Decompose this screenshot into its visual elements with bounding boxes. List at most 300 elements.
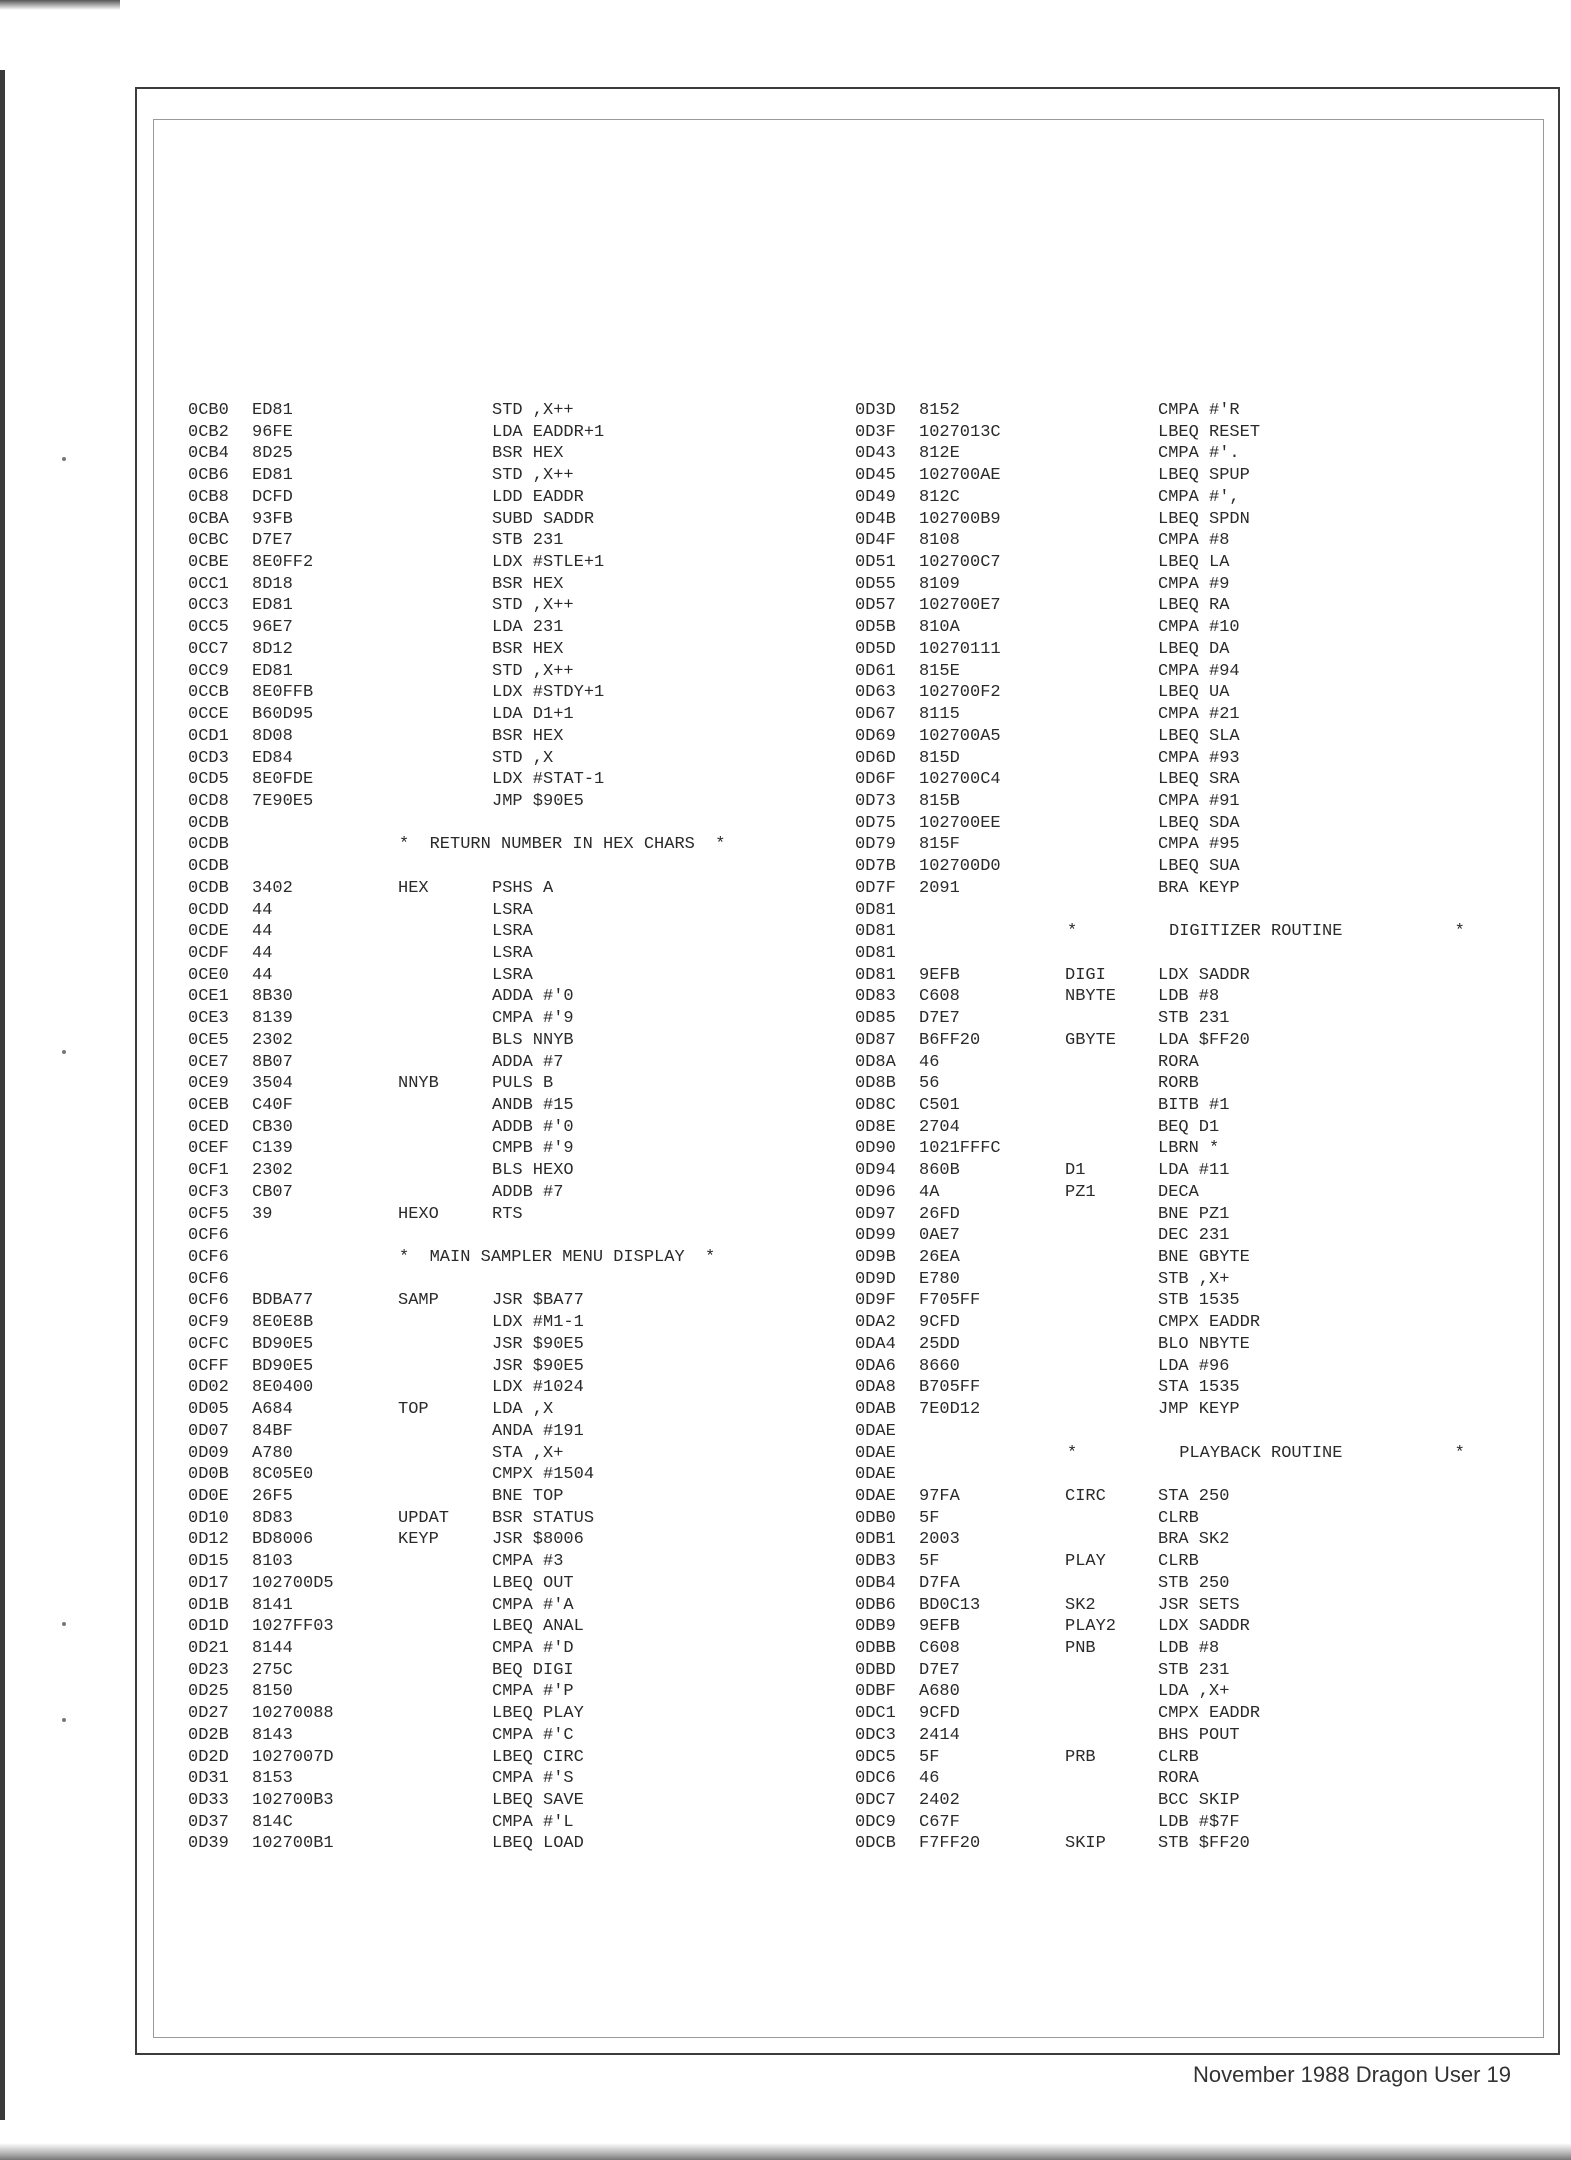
listing-instruction: LBEQ PLAY	[492, 1704, 584, 1724]
listing-machine-code: 102700F2	[919, 683, 1001, 703]
listing-machine-code: A780	[252, 1443, 293, 1463]
listing-machine-code: 102700C4	[919, 770, 1001, 790]
listing-machine-code: ED81	[252, 466, 293, 486]
listing-address: 0D57	[855, 596, 896, 616]
listing-instruction: LSRA	[492, 943, 533, 963]
listing-machine-code: C139	[252, 1139, 293, 1159]
listing-instruction: CMPA #'9	[492, 1009, 574, 1029]
listing-address: 0D4F	[855, 531, 896, 551]
listing-address: 0D6F	[855, 770, 896, 790]
listing-instruction: LBEQ OUT	[492, 1573, 574, 1593]
listing-instruction: ADDA #7	[492, 1052, 564, 1072]
listing-instruction: RTS	[492, 1204, 523, 1224]
listing-address: 0CF6	[188, 1226, 229, 1246]
listing-machine-code: 8C05E0	[252, 1465, 314, 1485]
listing-instruction: LBEQ RA	[1158, 596, 1230, 616]
listing-machine-code: 102700B1	[252, 1834, 334, 1854]
listing-instruction: CMPA #'A	[492, 1595, 574, 1615]
listing-machine-code: 8103	[252, 1552, 293, 1572]
listing-comment: * PLAYBACK ROUTINE *	[1067, 1443, 1465, 1463]
listing-instruction: LDA $FF20	[1158, 1030, 1250, 1050]
listing-instruction: LDA D1+1	[492, 705, 574, 725]
listing-instruction: CMPA #'D	[492, 1638, 574, 1658]
listing-address: 0D45	[855, 466, 896, 486]
listing-instruction: STB 250	[1158, 1573, 1230, 1593]
listing-machine-code: 2302	[252, 1030, 293, 1050]
listing-address: 0CC3	[188, 596, 229, 616]
listing-machine-code: 815E	[919, 661, 960, 681]
listing-machine-code: C608	[919, 1638, 960, 1658]
listing-machine-code: 1027007D	[252, 1747, 334, 1767]
listing-label: PNB	[1065, 1638, 1096, 1658]
listing-machine-code: 8660	[919, 1356, 960, 1376]
listing-machine-code: BD8006	[252, 1530, 314, 1550]
listing-address: 0D63	[855, 683, 896, 703]
listing-address: 0D81	[855, 943, 896, 963]
listing-machine-code: 102700E7	[919, 596, 1001, 616]
listing-address: 0CCE	[188, 705, 229, 725]
listing-instruction: JSR $8006	[492, 1530, 584, 1550]
listing-machine-code: 3504	[252, 1074, 293, 1094]
listing-machine-code: 1027013C	[919, 422, 1001, 442]
listing-machine-code: 2003	[919, 1530, 960, 1550]
listing-machine-code: BD90E5	[252, 1334, 314, 1354]
listing-instruction: SUBD SADDR	[492, 509, 595, 529]
listing-label: PZ1	[1065, 1182, 1096, 1202]
listing-address: 0CD3	[188, 748, 229, 768]
listing-address: 0D81	[855, 900, 896, 920]
listing-machine-code: 815D	[919, 748, 960, 768]
listing-address: 0D9B	[855, 1248, 896, 1268]
listing-instruction: BSR STATUS	[492, 1508, 595, 1528]
listing-machine-code: 8E0E8B	[252, 1313, 314, 1333]
listing-address: 0D1B	[188, 1595, 229, 1615]
listing-instruction: STB ,X+	[1158, 1269, 1230, 1289]
listing-instruction: STD ,X	[492, 748, 554, 768]
listing-label: NBYTE	[1065, 987, 1117, 1007]
listing-instruction: LBEQ SLA	[1158, 726, 1240, 746]
listing-instruction: LDA ,X	[492, 1400, 554, 1420]
listing-machine-code: DCFD	[252, 487, 293, 507]
listing-machine-code: 7E90E5	[252, 791, 314, 811]
listing-machine-code: 8153	[252, 1769, 293, 1789]
listing-address: 0DC7	[855, 1791, 896, 1810]
listing-address: 0D79	[855, 835, 896, 855]
listing-machine-code: 8143	[252, 1725, 293, 1745]
listing-instruction: STD ,X++	[492, 401, 574, 420]
listing-comment: * MAIN SAMPLER MENU DISPLAY *	[399, 1248, 716, 1268]
listing-address: 0CE7	[188, 1052, 229, 1072]
listing-instruction: STD ,X++	[492, 661, 574, 681]
listing-machine-code: ED81	[252, 596, 293, 616]
listing-machine-code: 10270111	[919, 639, 1001, 659]
listing-instruction: LSRA	[492, 965, 533, 985]
listing-address: 0CF6	[188, 1291, 229, 1311]
listing-instruction: LBEQ SRA	[1158, 770, 1240, 790]
listing-instruction: ANDA #191	[492, 1421, 584, 1441]
listing-machine-code: C67F	[919, 1812, 960, 1832]
listing-machine-code: B6FF20	[919, 1030, 981, 1050]
listing-address: 0CB0	[188, 401, 229, 420]
listing-machine-code: 93FB	[252, 509, 293, 529]
listing-address: 0D37	[188, 1812, 229, 1832]
listing-address: 0D96	[855, 1182, 896, 1202]
scan-speck	[62, 1718, 66, 1722]
listing-machine-code: 8E0FDE	[252, 770, 314, 790]
listing-address: 0D02	[188, 1378, 229, 1398]
listing-instruction: CMPA #21	[1158, 705, 1240, 725]
listing-machine-code: 8139	[252, 1009, 293, 1029]
listing-label: GBYTE	[1065, 1030, 1117, 1050]
listing-machine-code: 102700A5	[919, 726, 1001, 746]
listing-address: 0DA2	[855, 1313, 896, 1333]
listing-address: 0CDB	[188, 813, 229, 833]
listing-address: 0D05	[188, 1400, 229, 1420]
listing-machine-code: 810A	[919, 618, 960, 638]
listing-frame-inner	[153, 119, 1544, 2038]
listing-address: 0DA8	[855, 1378, 896, 1398]
listing-instruction: JMP $90E5	[492, 791, 584, 811]
listing-address: 0CF3	[188, 1182, 229, 1202]
listing-instruction: STB 231	[1158, 1009, 1230, 1029]
listing-address: 0DCB	[855, 1834, 896, 1854]
listing-address: 0DBF	[855, 1682, 896, 1702]
listing-machine-code: 8D83	[252, 1508, 293, 1528]
listing-address: 0D8B	[855, 1074, 896, 1094]
listing-machine-code: 5F	[919, 1552, 940, 1572]
listing-machine-code: CB30	[252, 1117, 293, 1137]
listing-machine-code: D7E7	[252, 531, 293, 551]
listing-machine-code: 2704	[919, 1117, 960, 1137]
listing-instruction: STA ,X+	[492, 1443, 564, 1463]
listing-instruction: BRA SK2	[1158, 1530, 1230, 1550]
listing-address: 0D8A	[855, 1052, 896, 1072]
listing-address: 0D15	[188, 1552, 229, 1572]
listing-address: 0D2B	[188, 1725, 229, 1745]
listing-instruction: CMPX #1504	[492, 1465, 595, 1485]
listing-address: 0CB2	[188, 422, 229, 442]
listing-address: 0CF6	[188, 1269, 229, 1289]
listing-address: 0DBB	[855, 1638, 896, 1658]
listing-address: 0D1D	[188, 1617, 229, 1637]
listing-instruction: DEC 231	[1158, 1226, 1230, 1246]
listing-machine-code: 8B30	[252, 987, 293, 1007]
listing-instruction: CLRB	[1158, 1747, 1199, 1767]
listing-address: 0D99	[855, 1226, 896, 1246]
scan-speck	[62, 1622, 66, 1626]
listing-address: 0D25	[188, 1682, 229, 1702]
scan-shadow-top	[0, 0, 120, 10]
listing-instruction: CMPA #'C	[492, 1725, 574, 1745]
listing-machine-code: D7E7	[919, 1009, 960, 1029]
listing-address: 0D73	[855, 791, 896, 811]
listing-instruction: CMPA #91	[1158, 791, 1240, 811]
listing-address: 0CDB	[188, 857, 229, 877]
listing-address: 0D49	[855, 487, 896, 507]
listing-instruction: BLS HEXO	[492, 1161, 574, 1181]
listing-machine-code: B60D95	[252, 705, 314, 725]
listing-address: 0CD5	[188, 770, 229, 790]
listing-instruction: LDA ,X+	[1158, 1682, 1230, 1702]
listing-instruction: CMPA #9	[1158, 574, 1230, 594]
listing-machine-code: 8141	[252, 1595, 293, 1615]
listing-instruction: CMPA #'R	[1158, 401, 1240, 420]
listing-address: 0D5B	[855, 618, 896, 638]
listing-instruction: STB 231	[492, 531, 564, 551]
listing-label: KEYP	[398, 1530, 439, 1550]
listing-machine-code: 1027FF03	[252, 1617, 334, 1637]
listing-address: 0CCB	[188, 683, 229, 703]
listing-address: 0CDE	[188, 922, 229, 942]
listing-instruction: CMPX EADDR	[1158, 1313, 1261, 1333]
listing-address: 0CDD	[188, 900, 229, 920]
listing-instruction: LBEQ SDA	[1158, 813, 1240, 833]
listing-address: 0CEB	[188, 1096, 229, 1115]
listing-machine-code: 8B07	[252, 1052, 293, 1072]
listing-instruction: LDX #M1-1	[492, 1313, 584, 1333]
listing-instruction: LBEQ SUA	[1158, 857, 1240, 877]
listing-instruction: LDX #STDY+1	[492, 683, 605, 703]
listing-address: 0DB6	[855, 1595, 896, 1615]
listing-address: 0D23	[188, 1660, 229, 1680]
listing-address: 0DC3	[855, 1725, 896, 1745]
listing-instruction: STA 1535	[1158, 1378, 1240, 1398]
listing-instruction: LBRN *	[1158, 1139, 1220, 1159]
listing-machine-code: 44	[252, 943, 273, 963]
listing-machine-code: 8E0FF2	[252, 553, 314, 573]
listing-machine-code: 102700B9	[919, 509, 1001, 529]
listing-instruction: BSR HEX	[492, 726, 564, 746]
listing-address: 0CE9	[188, 1074, 229, 1094]
listing-instruction: LBEQ LOAD	[492, 1834, 584, 1854]
listing-machine-code: 26F5	[252, 1486, 293, 1506]
listing-address: 0D31	[188, 1769, 229, 1789]
listing-machine-code: 8D18	[252, 574, 293, 594]
listing-instruction: LBEQ DA	[1158, 639, 1230, 659]
listing-address: 0D3F	[855, 422, 896, 442]
listing-label: PLAY	[1065, 1552, 1106, 1572]
listing-address: 0D87	[855, 1030, 896, 1050]
listing-machine-code: 1021FFFC	[919, 1139, 1001, 1159]
listing-address: 0D4B	[855, 509, 896, 529]
listing-address: 0CD1	[188, 726, 229, 746]
listing-address: 0D61	[855, 661, 896, 681]
listing-label: SAMP	[398, 1291, 439, 1311]
listing-machine-code: 5F	[919, 1747, 940, 1767]
listing-instruction: JSR $90E5	[492, 1334, 584, 1354]
listing-address: 0CE1	[188, 987, 229, 1007]
listing-instruction: LBEQ ANAL	[492, 1617, 584, 1637]
listing-instruction: CMPA #',	[1158, 487, 1240, 507]
listing-machine-code: 39	[252, 1204, 273, 1224]
listing-instruction: LDD EADDR	[492, 487, 584, 507]
listing-address: 0D94	[855, 1161, 896, 1181]
listing-label: PLAY2	[1065, 1617, 1117, 1637]
listing-machine-code: BD90E5	[252, 1356, 314, 1376]
listing-machine-code: 84BF	[252, 1421, 293, 1441]
listing-machine-code: 8D08	[252, 726, 293, 746]
listing-instruction: STA 250	[1158, 1486, 1230, 1506]
listing-instruction: ADDB #7	[492, 1182, 564, 1202]
scan-edge-left	[0, 70, 5, 2120]
listing-instruction: RORA	[1158, 1052, 1199, 1072]
listing-address: 0CC9	[188, 661, 229, 681]
listing-machine-code: 815F	[919, 835, 960, 855]
listing-instruction: BEQ D1	[1158, 1117, 1220, 1137]
listing-machine-code: D7FA	[919, 1573, 960, 1593]
listing-label: D1	[1065, 1161, 1086, 1181]
listing-label: NNYB	[398, 1074, 439, 1094]
listing-address: 0CC7	[188, 639, 229, 659]
listing-instruction: ADDA #'0	[492, 987, 574, 1007]
listing-label: TOP	[398, 1400, 429, 1420]
listing-address: 0DAE	[855, 1421, 896, 1441]
listing-machine-code: 4A	[919, 1182, 940, 1202]
listing-instruction: LBEQ RESET	[1158, 422, 1261, 442]
listing-machine-code: 5F	[919, 1508, 940, 1528]
listing-machine-code: 8E0400	[252, 1378, 314, 1398]
listing-address: 0D12	[188, 1530, 229, 1550]
listing-machine-code: 275C	[252, 1660, 293, 1680]
listing-machine-code: 9EFB	[919, 965, 960, 985]
listing-machine-code: F705FF	[919, 1291, 981, 1311]
listing-machine-code: 815B	[919, 791, 960, 811]
listing-address: 0CE3	[188, 1009, 229, 1029]
listing-address: 0D9F	[855, 1291, 896, 1311]
listing-address: 0DC9	[855, 1812, 896, 1832]
listing-machine-code: BD0C13	[919, 1595, 981, 1615]
listing-instruction: LSRA	[492, 900, 533, 920]
listing-instruction: LDB #$7F	[1158, 1812, 1240, 1832]
listing-address: 0CFC	[188, 1334, 229, 1354]
listing-instruction: LDX #1024	[492, 1378, 584, 1398]
listing-address: 0D83	[855, 987, 896, 1007]
listing-machine-code: 2414	[919, 1725, 960, 1745]
listing-address: 0D97	[855, 1204, 896, 1224]
listing-machine-code: 812C	[919, 487, 960, 507]
listing-instruction: LDB #8	[1158, 1638, 1220, 1658]
listing-machine-code: 9CFD	[919, 1313, 960, 1333]
listing-address: 0D17	[188, 1573, 229, 1593]
listing-address: 0D5D	[855, 639, 896, 659]
listing-machine-code: 102700AE	[919, 466, 1001, 486]
listing-instruction: CMPA #10	[1158, 618, 1240, 638]
listing-address: 0D10	[188, 1508, 229, 1528]
listing-machine-code: F7FF20	[919, 1834, 981, 1854]
listing-label: CIRC	[1065, 1486, 1106, 1506]
listing-machine-code: C501	[919, 1096, 960, 1115]
listing-machine-code: 102700B3	[252, 1791, 334, 1810]
listing-address: 0D0E	[188, 1486, 229, 1506]
listing-machine-code: 2402	[919, 1791, 960, 1810]
listing-machine-code: 102700EE	[919, 813, 1001, 833]
listing-machine-code: 8E0FFB	[252, 683, 314, 703]
listing-machine-code: 8D12	[252, 639, 293, 659]
listing-machine-code: 102700D0	[919, 857, 1001, 877]
scan-speck	[62, 457, 66, 461]
listing-address: 0CEF	[188, 1139, 229, 1159]
listing-instruction: LSRA	[492, 922, 533, 942]
listing-machine-code: 8108	[919, 531, 960, 551]
listing-instruction: BHS POUT	[1158, 1725, 1240, 1745]
listing-instruction: BSR HEX	[492, 574, 564, 594]
listing-machine-code: E780	[919, 1269, 960, 1289]
listing-instruction: CMPA #93	[1158, 748, 1240, 768]
listing-instruction: CMPB #'9	[492, 1139, 574, 1159]
listing-address: 0CB8	[188, 487, 229, 507]
listing-address: 0DB9	[855, 1617, 896, 1637]
listing-address: 0DB4	[855, 1573, 896, 1593]
listing-address: 0CBA	[188, 509, 229, 529]
listing-instruction: JSR $90E5	[492, 1356, 584, 1376]
listing-address: 0D81	[855, 965, 896, 985]
listing-address: 0CF1	[188, 1161, 229, 1181]
listing-instruction: LDB #8	[1158, 987, 1220, 1007]
listing-machine-code: 44	[252, 965, 273, 985]
listing-machine-code: 2091	[919, 878, 960, 898]
listing-address: 0DB3	[855, 1552, 896, 1572]
listing-instruction: LDX #STLE+1	[492, 553, 605, 573]
listing-machine-code: 102700D5	[252, 1573, 334, 1593]
listing-address: 0CE5	[188, 1030, 229, 1050]
listing-machine-code: 8150	[252, 1682, 293, 1702]
listing-label: SKIP	[1065, 1834, 1106, 1854]
listing-machine-code: 8115	[919, 705, 960, 725]
listing-machine-code: 102700C7	[919, 553, 1001, 573]
listing-instruction: PSHS A	[492, 878, 554, 898]
listing-instruction: BRA KEYP	[1158, 878, 1240, 898]
listing-instruction: BNE TOP	[492, 1486, 564, 1506]
listing-address: 0CBE	[188, 553, 229, 573]
listing-address: 0D6D	[855, 748, 896, 768]
listing-instruction: CMPX EADDR	[1158, 1704, 1261, 1724]
listing-instruction: LDX #STAT-1	[492, 770, 605, 790]
listing-instruction: PULS B	[492, 1074, 554, 1094]
listing-machine-code: A684	[252, 1400, 293, 1420]
listing-machine-code: B705FF	[919, 1378, 981, 1398]
listing-machine-code: 8D25	[252, 444, 293, 464]
listing-address: 0CB6	[188, 466, 229, 486]
listing-address: 0DB0	[855, 1508, 896, 1528]
listing-address: 0D8E	[855, 1117, 896, 1137]
listing-address: 0D8C	[855, 1096, 896, 1115]
listing-address: 0D21	[188, 1638, 229, 1658]
listing-instruction: BLO NBYTE	[1158, 1334, 1250, 1354]
listing-instruction: CMPA #'.	[1158, 444, 1240, 464]
listing-address: 0D39	[188, 1834, 229, 1854]
listing-address: 0DA6	[855, 1356, 896, 1376]
listing-address: 0CDF	[188, 943, 229, 963]
listing-address: 0DC1	[855, 1704, 896, 1724]
listing-address: 0DAE	[855, 1486, 896, 1506]
listing-machine-code: CB07	[252, 1182, 293, 1202]
listing-address: 0D2D	[188, 1747, 229, 1767]
listing-address: 0D43	[855, 444, 896, 464]
listing-instruction: BEQ DIGI	[492, 1660, 574, 1680]
listing-instruction: JMP KEYP	[1158, 1400, 1240, 1420]
listing-machine-code: A680	[919, 1682, 960, 1702]
listing-instruction: CMPA #'S	[492, 1769, 574, 1789]
listing-address: 0CBC	[188, 531, 229, 551]
listing-instruction: ADDB #'0	[492, 1117, 574, 1137]
listing-instruction: LBEQ UA	[1158, 683, 1230, 703]
listing-machine-code: ED84	[252, 748, 293, 768]
listing-machine-code: 8152	[919, 401, 960, 420]
listing-instruction: LDX SADDR	[1158, 965, 1250, 985]
listing-address: 0CF6	[188, 1248, 229, 1268]
listing-instruction: CMPA #3	[492, 1552, 564, 1572]
listing-instruction: BCC SKIP	[1158, 1791, 1240, 1810]
